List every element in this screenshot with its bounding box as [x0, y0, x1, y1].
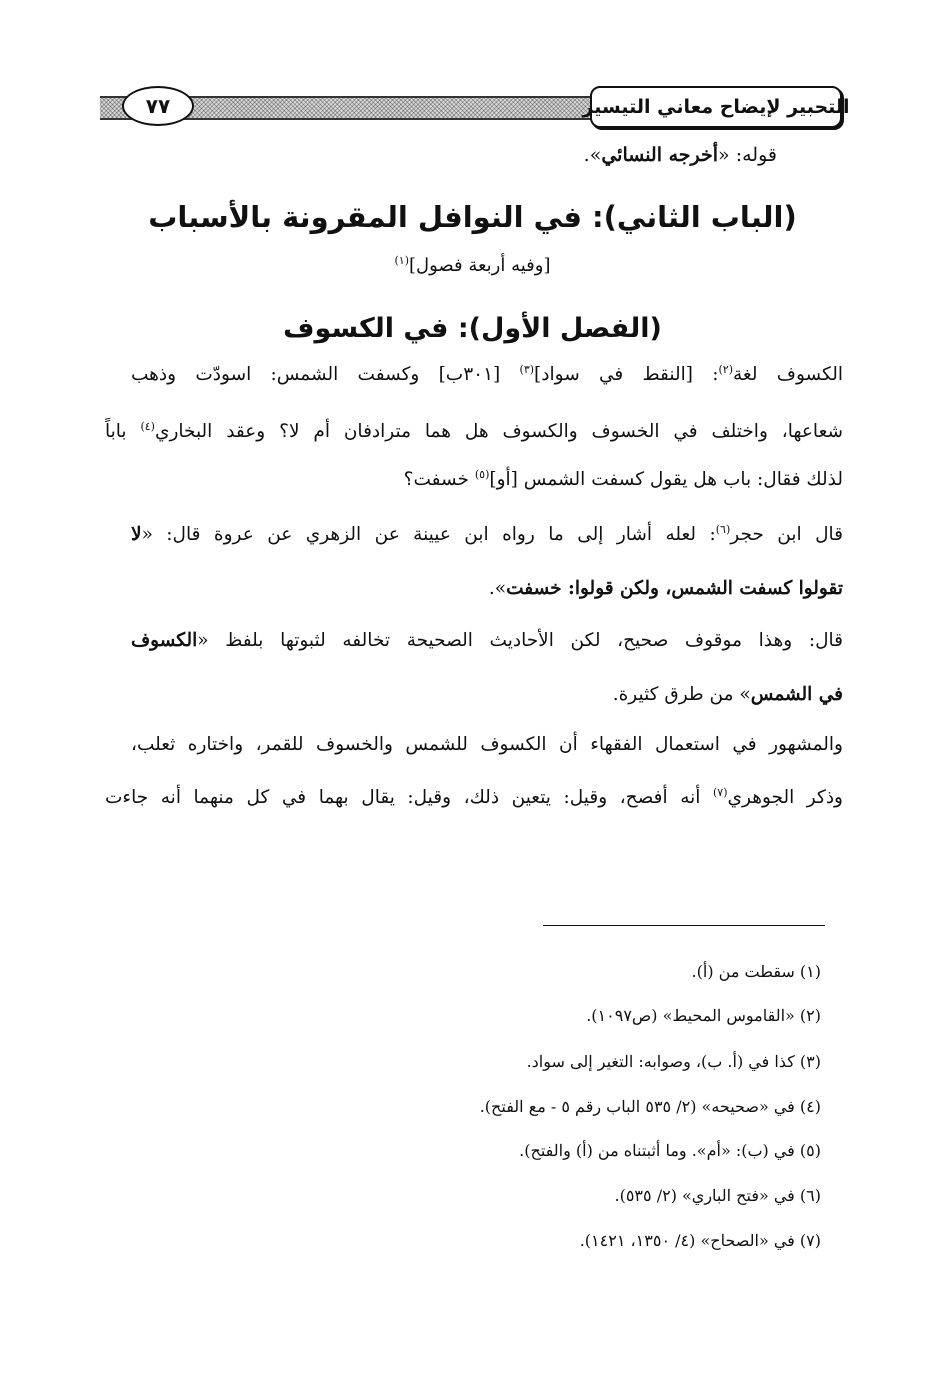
- p1-l3-text-a: لذلك فقال: باب هل يقول كسفت الشمس [أو]: [489, 469, 843, 490]
- p4-l2-text-a: وذكر الجوهري: [727, 787, 843, 808]
- p1-l1-text-a: الكسوف لغة: [733, 364, 843, 385]
- paragraph-1-line-2: [105, 419, 843, 442]
- footnote-ref-7[interactable]: (٧): [713, 785, 728, 799]
- footnote-2: (٢) «القاموس المحيط» (ص١٠٩٧).: [586, 1006, 821, 1025]
- p4-l1-text: والمشهور في استعمال الفقهاء أن الكسوف للشمس والخسوف للقمر، واختاره ثعلب،: [131, 734, 843, 755]
- p4-l2-text-b: أنه أفصح، وقيل: يتعين ذلك، وقيل: يقال بهما في كل منهما أنه جاءت: [105, 787, 713, 808]
- chapter-subtitle-text: [وفيه أربعة فصول]: [409, 255, 551, 276]
- running-header: [100, 84, 850, 128]
- page-number: ٧٧: [122, 86, 194, 126]
- p1-l2-text-b: باباً: [105, 421, 141, 442]
- p1-l1-text-c: [٣٠١ب] وكسفت الشمس: اسودّت وذهب: [131, 364, 520, 385]
- p3-l1-bold: الكسوف: [131, 630, 198, 651]
- p2-l1-bold: لا: [131, 524, 142, 545]
- paragraph-3-line-1: [131, 632, 843, 651]
- p2-l1-text-a: قال ابن حجر: [730, 524, 843, 545]
- paragraph-4-line-2: [105, 785, 843, 808]
- footnote-ref-6[interactable]: (٦): [715, 522, 731, 536]
- footnote-ref-2[interactable]: (٢): [718, 362, 734, 376]
- paragraph-1-line-3: [105, 467, 843, 490]
- header-book-title: التحبير لإيضاح معاني التيسير: [590, 86, 842, 128]
- p2-l1-text-b: : لعله أشار إلى ما رواه ابن عيينة عن الزهري عن عروة قال: «: [141, 524, 716, 545]
- footnote-ref-3[interactable]: (٣): [519, 362, 535, 376]
- p3-l1-text-a: قال: وهذا موقوف صحيح، لكن الأحاديث الصحيحة تخالفه لثبوتها بلفظ «: [197, 630, 843, 651]
- footnote-ref-5[interactable]: (٥): [474, 467, 490, 481]
- footnote-3: (٣) كذا في (أ. ب)، وصوابه: التغير إلى سواد.: [526, 1052, 821, 1071]
- p1-l3-text-b: خسفت؟: [403, 469, 475, 490]
- footnote-4: (٤) في «صحيحه» (٢/ ٥٣٥ الباب رقم ٥ - مع الفتح).: [479, 1097, 821, 1116]
- intro-suffix: ».: [583, 144, 602, 166]
- footnote-7: (٧) في «الصحاح» (٤/ ١٣٥٠، ١٤٢١).: [579, 1231, 821, 1250]
- footnote-ref-4[interactable]: (٤): [140, 419, 155, 433]
- paragraph-2-line-2: [105, 580, 843, 599]
- intro-prefix: قوله: «: [718, 144, 777, 166]
- intro-line: [584, 144, 777, 166]
- p1-line1-content: [131, 362, 843, 385]
- intro-quote: أخرجه النسائي: [601, 144, 719, 166]
- paragraph-3-line-2: [105, 686, 843, 705]
- footnote-5: (٥) في (ب): «أم». وما أثبتناه من (أ) والفتح).: [519, 1141, 821, 1160]
- footnote-6: (٦) في «فتح الباري» (٢/ ٥٣٥).: [614, 1186, 821, 1205]
- p2-l2-bold: تقولوا كسفت الشمس، ولكن قولوا: خسفت: [506, 578, 843, 599]
- p3-l2-end: » من طرق كثيرة.: [612, 684, 751, 705]
- footnote-1: (١) سقطت من (أ).: [691, 962, 821, 981]
- section-title: (الفصل الأول): في الكسوف: [283, 313, 662, 344]
- footnote-ref-1[interactable]: (١): [394, 254, 409, 267]
- p1-l1-text-b: : [النقط في سواد]: [534, 364, 719, 385]
- p2-l2-end: ».: [488, 578, 507, 599]
- paragraph-2-line-1: [131, 522, 843, 545]
- p2-line1-content: [131, 522, 843, 545]
- p1-l2-text-a: شعاعها، واختلف في الخسوف والكسوف هل هما مترادفان أم لا؟ وعقد البخاري: [154, 421, 843, 442]
- paragraph-1-line-1: [131, 362, 843, 385]
- footnote-separator: [543, 925, 825, 926]
- p3-line1-content: [131, 632, 843, 651]
- chapter-subtitle: [100, 255, 845, 276]
- chapter-title: (الباب الثاني): في النوافل المقرونة بالأسباب: [148, 200, 797, 234]
- paragraph-4-line-1: [131, 736, 843, 755]
- p3-l2-bold: في الشمس: [750, 684, 843, 705]
